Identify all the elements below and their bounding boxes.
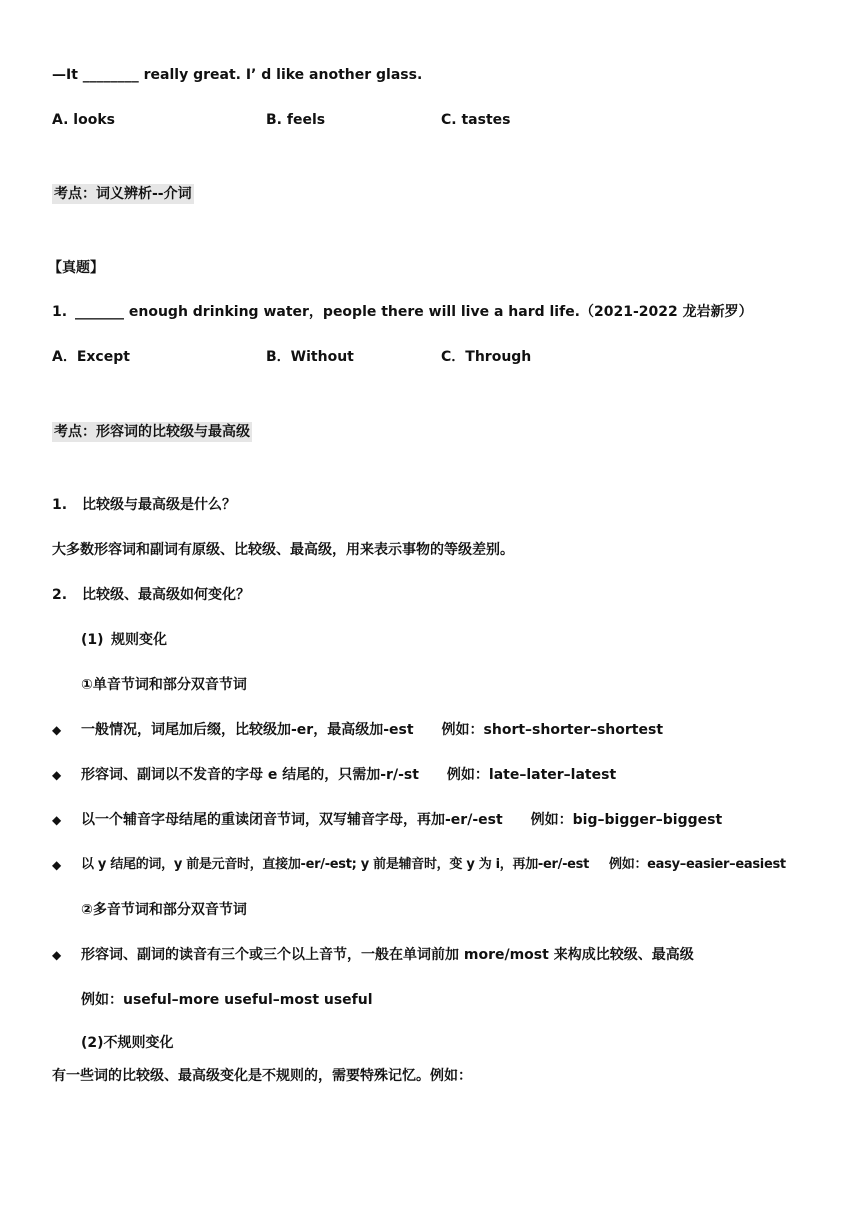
question-number: 1. <box>52 304 68 320</box>
bullet-icon: ◆ <box>52 813 62 827</box>
bullet-icon: ◆ <box>52 858 62 872</box>
bullet-icon: ◆ <box>52 768 62 782</box>
rule-item <box>81 720 663 740</box>
rule-text: 形容词、副词以不发音的字母 e 结尾的，只需加-r/-st <box>81 767 419 783</box>
answer-paragraph: 大多数形容词和副词有原级、比较级、最高级，用来表示事物的等级差别。 <box>52 542 514 558</box>
option-a: A．Except <box>52 349 130 365</box>
option-b: B. feels <box>266 112 326 128</box>
heading-number: 2. <box>52 587 68 603</box>
rule-item <box>81 765 616 785</box>
section-tag: 【真题】 <box>48 260 104 276</box>
option-c: C. tastes <box>441 112 511 128</box>
heading-number: 1. <box>52 497 68 513</box>
rule-example: 例如：easy–easier–easiest <box>609 857 786 872</box>
option-b: B．Without <box>266 349 354 365</box>
section-title <box>52 422 252 442</box>
bullet-icon: ◆ <box>52 723 62 737</box>
rule-text: 以一个辅音字母结尾的重读闭音节词，双写辅音字母，再加-er/-est <box>81 812 503 828</box>
heading-text: 比较级、最高级如何变化？ <box>82 587 250 603</box>
section-title <box>52 184 194 204</box>
rule-text: 以 y 结尾的词，y 前是元音时，直接加-er/-est; y 前是辅音时，变 y 为 i，再加-er/-est <box>81 857 590 872</box>
rule-example: 例如：short–shorter–shortest <box>441 722 664 738</box>
rule-example: 例如：useful–more useful–most useful <box>81 992 373 1008</box>
question-1 <box>52 302 753 322</box>
subheading-regular <box>81 630 167 650</box>
option-c: C．Through <box>441 349 532 365</box>
rule-example: 例如：big–bigger–biggest <box>530 812 723 828</box>
rule-text: 形容词、副词的读音有三个或三个以上音节，一般在单词前加 more/most 来构成比较级、最高级 <box>81 947 694 963</box>
subheading-text: 规则变化 <box>111 632 167 648</box>
section-title-text: 考点：形容词的比较级与最高级 <box>54 424 250 440</box>
subheading-monosyllable: ①单音节词和部分双音节词 <box>81 677 247 693</box>
heading-text: 比较级与最高级是什么？ <box>82 497 236 513</box>
heading-q2 <box>52 585 250 605</box>
subheading-irregular: (2)不规则变化 <box>81 1035 174 1051</box>
rule-example: 例如：late–later–latest <box>446 767 617 783</box>
rule-text: 一般情况，词尾加后缀，比较级加-er，最高级加-est <box>81 722 414 738</box>
rule-item <box>81 810 722 830</box>
irregular-intro: 有一些词的比较级、最高级变化是不规则的，需要特殊记忆。例如： <box>52 1068 472 1084</box>
subheading-polysyllable: ②多音节词和部分双音节词 <box>81 902 247 918</box>
option-a: A. looks <box>52 112 115 128</box>
section-title-text: 考点：词义辨析--介词 <box>54 186 192 202</box>
rule-item <box>81 855 786 875</box>
heading-q1 <box>52 495 236 515</box>
question-text: _______ enough drinking water，people there will live a hard life.（2021-2022 龙岩新罗） <box>75 304 753 320</box>
subheading-number: (1) <box>81 632 104 648</box>
question-stem: —It ________ really great. I’ d like another glass. <box>52 67 423 83</box>
bullet-icon: ◆ <box>52 948 62 962</box>
